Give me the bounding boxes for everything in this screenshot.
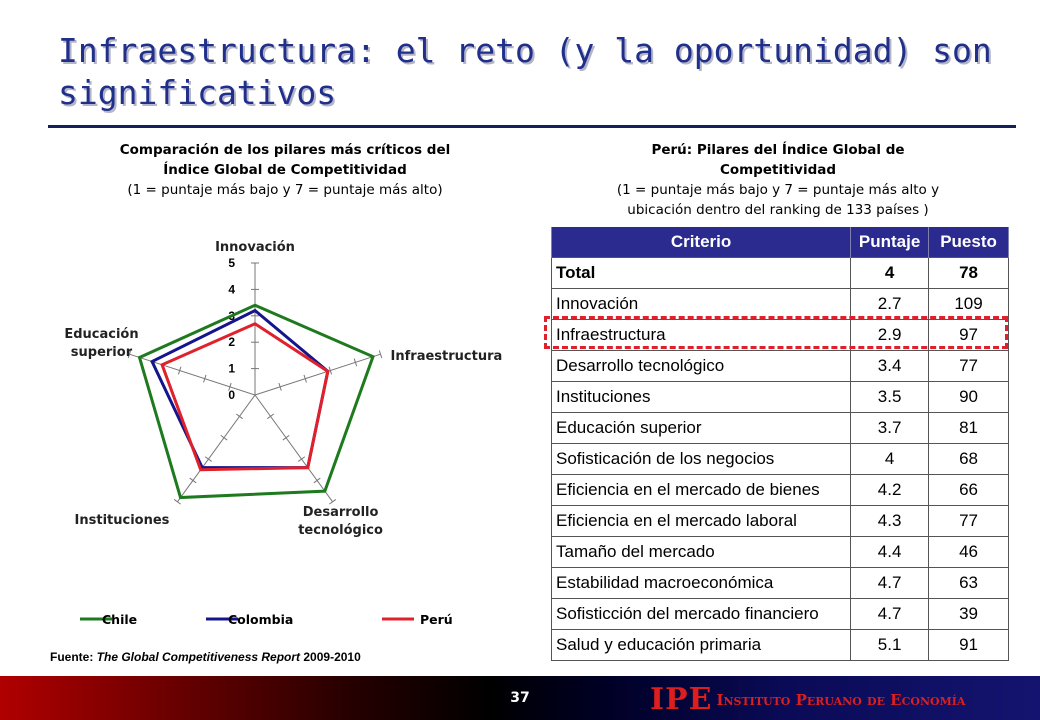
table-caption-line-3: (1 = puntaje más bajo y 7 = puntaje más alto y <box>616 182 940 198</box>
column-header-0: Criterio <box>552 227 851 258</box>
radar-category-label: Educación superior <box>64 327 139 361</box>
source-title: The Global Competitiveness Report <box>96 650 301 664</box>
radar-tick-mark <box>174 499 180 504</box>
criterion-cell: Eficiencia en el mercado de bienes <box>552 475 851 506</box>
table-row <box>552 537 1009 568</box>
logo-mark: IPE <box>650 682 713 717</box>
source-prefix: Fuente: <box>50 650 97 664</box>
radar-tick-label: 1 <box>228 361 235 376</box>
score-cell: 5.1 <box>851 630 929 661</box>
score-cell: 3.7 <box>851 413 929 444</box>
radar-caption-line-2: Índice Global de Competitividad <box>163 162 407 178</box>
radar-tick-label: 5 <box>228 256 235 270</box>
rank-cell: 97 <box>929 320 1009 351</box>
table-row <box>552 475 1009 506</box>
rank-cell: 81 <box>929 413 1009 444</box>
table-row <box>552 630 1009 661</box>
legend-label: Colombia <box>228 612 294 627</box>
score-cell: 4.3 <box>851 506 929 537</box>
rank-cell: 68 <box>929 444 1009 475</box>
radar-category-label: Instituciones <box>74 512 170 528</box>
radar-caption-line-1: Comparación de los pilares más críticos del <box>119 142 451 158</box>
score-cell: 4 <box>851 444 929 475</box>
criteria-table <box>551 227 1009 661</box>
radar-spoke <box>177 395 255 502</box>
table-caption-line-4: ubicación dentro del ranking de 133 países ) <box>627 202 929 218</box>
highlight-box <box>544 316 1008 349</box>
table-row <box>552 506 1009 537</box>
score-cell: 4.7 <box>851 568 929 599</box>
title-rule <box>48 125 1016 128</box>
radar-tick-mark <box>205 457 211 462</box>
table-header-row <box>552 227 1009 258</box>
radar-tick-mark <box>314 478 320 483</box>
criterion-cell: Infraestructura <box>552 320 851 351</box>
radar-tick-mark <box>236 414 242 419</box>
table-row <box>552 289 1009 320</box>
table-row <box>552 382 1009 413</box>
criterion-cell: Instituciones <box>552 382 851 413</box>
score-cell: 3.4 <box>851 351 929 382</box>
radar-tick-label: 4 <box>228 282 235 297</box>
rank-cell: 77 <box>929 351 1009 382</box>
table-row <box>552 258 1009 289</box>
score-cell: 4.4 <box>851 537 929 568</box>
rank-cell: 77 <box>929 506 1009 537</box>
radar-tick-mark <box>267 414 273 419</box>
score-cell: 4 <box>851 258 929 289</box>
table-row <box>552 568 1009 599</box>
radar-category-label: Infraestructura <box>390 349 503 365</box>
legend-label: Perú <box>420 612 453 627</box>
table-row <box>552 599 1009 630</box>
criterion-cell: Salud y educación primaria <box>552 630 851 661</box>
radar-tick-mark <box>283 435 289 440</box>
criterion-cell: Sofisticción del mercado financiero <box>552 599 851 630</box>
logo-text: Instituto Peruano de Economía <box>716 690 966 709</box>
radar-tick-label: 2 <box>228 335 235 350</box>
criterion-cell: Tamaño del mercado <box>552 537 851 568</box>
score-cell: 4.2 <box>851 475 929 506</box>
rank-cell: 39 <box>929 599 1009 630</box>
radar-chart-caption <box>60 140 510 200</box>
radar-tick-mark <box>221 435 227 440</box>
radar-tick-mark <box>190 478 196 483</box>
rank-cell: 91 <box>929 630 1009 661</box>
rank-cell: 63 <box>929 568 1009 599</box>
criterion-cell: Desarrollo tecnológico <box>552 351 851 382</box>
page-number: 37 <box>510 690 530 706</box>
source-suffix: 2009-2010 <box>300 650 361 664</box>
table-row <box>552 444 1009 475</box>
radar-caption-line-3: (1 = puntaje más bajo y 7 = puntaje más alto) <box>127 182 443 198</box>
score-cell: 2.7 <box>851 289 929 320</box>
score-cell: 4.7 <box>851 599 929 630</box>
table-caption-line-1: Perú: Pilares del Índice Global de <box>651 142 905 158</box>
criterion-cell: Total <box>552 258 851 289</box>
table-row <box>552 413 1009 444</box>
radar-tick-mark <box>298 457 304 462</box>
table-row <box>552 351 1009 382</box>
criterion-cell: Educación superior <box>552 413 851 444</box>
table-caption-line-2: Competitividad <box>719 162 837 178</box>
slide-title: Infraestructura: el reto (y la oportunidad) son significativos <box>58 31 992 112</box>
radar-series-colombia <box>152 308 328 468</box>
criterion-cell: Eficiencia en el mercado laboral <box>552 506 851 537</box>
rank-cell: 109 <box>929 289 1009 320</box>
legend-label: Chile <box>102 612 138 627</box>
rank-cell: 78 <box>929 258 1009 289</box>
radar-tick-label: 3 <box>228 308 235 323</box>
criterion-cell: Innovación <box>552 289 851 320</box>
radar-tick-label: 0 <box>228 388 235 402</box>
radar-category-label: Innovación <box>215 240 295 255</box>
column-header-2: Puesto <box>929 227 1009 258</box>
chart-source <box>50 650 361 664</box>
rank-cell: 90 <box>929 382 1009 413</box>
score-cell: 3.5 <box>851 382 929 413</box>
ipe-logo <box>650 682 965 716</box>
radar-chart <box>0 230 540 650</box>
radar-tick-mark <box>329 499 335 504</box>
score-cell: 2.9 <box>851 320 929 351</box>
criterion-cell: Estabilidad macroeconómica <box>552 568 851 599</box>
rank-cell: 66 <box>929 475 1009 506</box>
table-caption <box>548 140 1008 220</box>
rank-cell: 46 <box>929 537 1009 568</box>
criterion-cell: Sofisticación de los negocios <box>552 444 851 475</box>
radar-category-label: Desarrollo tecnológico <box>298 504 383 538</box>
column-header-1: Puntaje <box>851 227 929 258</box>
